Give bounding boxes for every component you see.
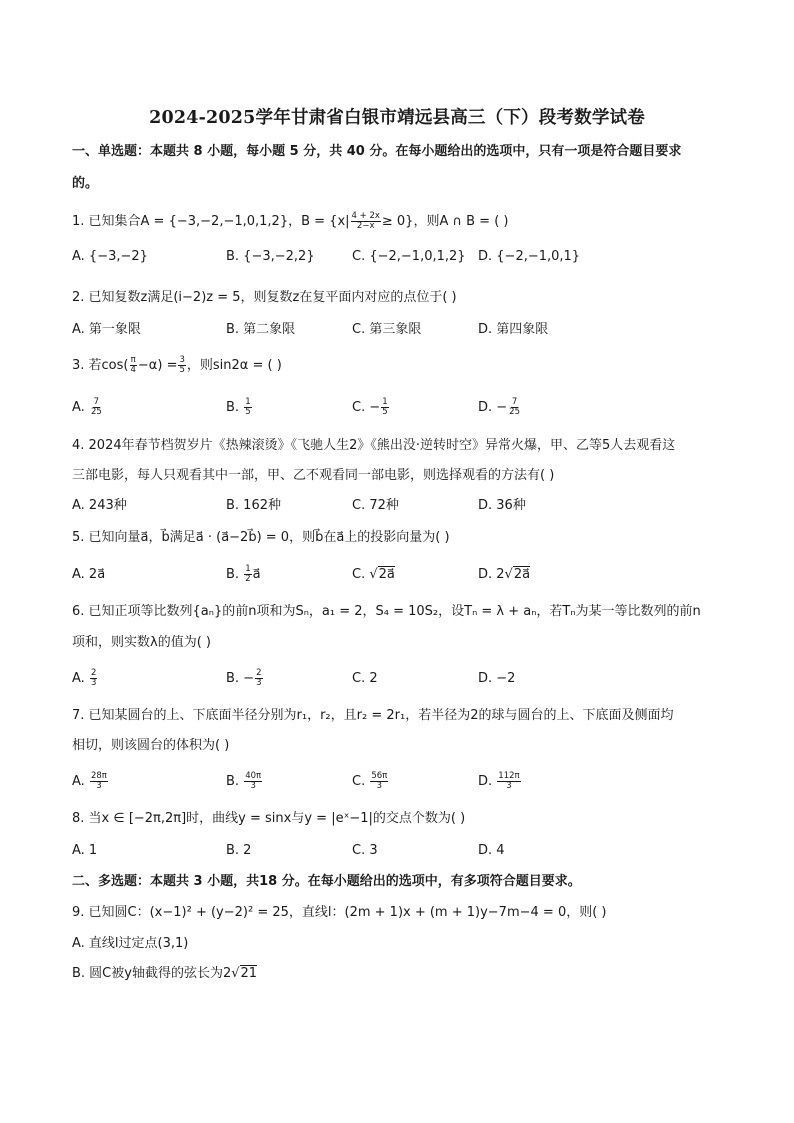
q3-stem <box>72 356 282 376</box>
q9-b-radicand: 21 <box>240 966 258 981</box>
q6-option-d: D. −2 <box>478 671 516 686</box>
q7-stem-line2: 相切，则该圆台的体积为( ) <box>72 738 230 753</box>
q6-b-num: 2 <box>256 668 262 678</box>
q7-d-frac <box>497 772 520 791</box>
q5-d-pre: D. 2√ <box>478 567 513 582</box>
q7-b-den: 3 <box>250 781 256 791</box>
q7-a-frac <box>90 772 108 791</box>
q7-option-c <box>352 772 389 792</box>
q7-c-num: 56π <box>371 771 388 781</box>
q6-b-pre: B. − <box>226 671 255 686</box>
q6-option-b <box>226 669 264 689</box>
q3-b-frac <box>244 398 251 417</box>
q5-c-radicand: 2a⃗ <box>378 567 395 582</box>
q1-stem-text: 1. 已知集合A = {−3,−2,−1,0,1,2}，B = {x| <box>72 214 350 229</box>
q6-a-den: 3 <box>90 678 97 688</box>
q5-option-c <box>352 565 395 585</box>
q2-option-a: A. 第一象限 <box>72 322 141 337</box>
q9-option-a: A. 直线l过定点(3,1) <box>72 936 189 951</box>
exam-title: 2024-2025学年甘肃省白银市靖远县高三（下）段考数学试卷 <box>149 108 645 128</box>
q3-frac-pi4 <box>129 356 136 375</box>
q1-stem-end: ≥ 0}，则A ∩ B = ( ) <box>381 214 509 229</box>
q7-b-frac <box>244 772 262 791</box>
q6-a-num: 2 <box>90 668 97 678</box>
q6-option-a <box>72 669 98 689</box>
q3-a-num: 7 <box>93 397 100 407</box>
q3-c-frac <box>381 398 388 417</box>
q3-option-a <box>72 398 104 418</box>
q8-option-a: A. 1 <box>72 843 98 858</box>
q6-a-pre: A. <box>72 671 85 686</box>
q3-stem-c: ，则sin2α = ( ) <box>186 358 282 373</box>
section1-header: 一、单选题：本题共 8 小题，每小题 5 分，共 40 分。在每小题给出的选项中，只有一项是符合题目要求 <box>72 144 682 159</box>
q6-b-frac <box>255 669 262 688</box>
q7-b-pre: B. <box>226 774 240 789</box>
q1-option-c: C. {−2,−1,0,1,2} <box>352 249 466 264</box>
q3-a-pre: A. <box>72 400 85 415</box>
q3-d-den: 25 <box>509 407 520 417</box>
q3-option-b <box>226 398 253 418</box>
q3-stem-b: −α) = <box>137 358 178 373</box>
q3-c-den: 5 <box>382 407 388 417</box>
q7-d-den: 3 <box>506 781 512 791</box>
q3-b-den: 5 <box>245 407 251 417</box>
q7-c-pre: C. <box>352 774 366 789</box>
q3-c-pre: C. − <box>352 400 381 415</box>
q3-frac-pi: π <box>130 355 136 365</box>
q5-b-post: a⃗ <box>252 567 261 582</box>
q3-option-c <box>352 398 390 418</box>
q1-frac-num: 4 + 2x <box>351 211 380 221</box>
q2-option-b: B. 第二象限 <box>226 322 296 337</box>
q3-frac-four: 4 <box>130 365 136 375</box>
q1-option-a: A. {−3,−2} <box>72 249 148 264</box>
section2-header: 二、多选题：本题共 3 小题，共18 分。在每小题给出的选项中，有多项符合题目要求。 <box>72 874 581 889</box>
q8-stem: 8. 当x ∈ [−2π,2π]时，曲线y = sinx与y = |eˣ−1|的交点个数为( ) <box>72 811 466 826</box>
q6-stem-line2: 项和，则实数λ的值为( ) <box>72 635 211 650</box>
q3-b-pre: B. <box>226 400 240 415</box>
q3-b-num: 1 <box>245 397 251 407</box>
q7-stem-line1: 7. 已知某圆台的上、下底面半径分别为r₁，r₂，且r₂ = 2r₁，若半径为2的球与圆台的上、下底面及侧面均 <box>72 708 674 723</box>
q4-option-c: C. 72种 <box>352 498 399 513</box>
q4-option-b: B. 162种 <box>226 498 281 513</box>
q7-d-num: 112π <box>498 771 520 781</box>
q5-d-radicand: 2a⃗ <box>513 567 531 582</box>
q5-b-pre: B. <box>226 567 240 582</box>
q8-option-d: D. 4 <box>478 843 505 858</box>
q9-option-b <box>72 964 257 984</box>
q9-stem: 9. 已知圆C：(x−1)² + (y−2)² = 25，直线l：(2m + 1)x + (m + 1)y−7m−4 = 0，则( ) <box>72 905 607 920</box>
q4-stem-line2: 三部电影，每人只观看其中一部，甲、乙不观看同一部电影，则选择观看的方法有( ) <box>72 468 555 483</box>
q3-c-num: 1 <box>382 397 388 407</box>
q7-option-d <box>478 772 522 792</box>
q3-d-frac <box>508 398 521 417</box>
q7-c-den: 3 <box>376 781 383 791</box>
q9-b-pre: B. 圆C被y轴截得的弦长为2√ <box>72 966 240 981</box>
section1-header-cont: 的。 <box>72 176 99 191</box>
q5-b-den: 2 <box>245 574 251 584</box>
q3-frac-three: 3 <box>179 355 185 365</box>
q6-stem-line1: 6. 已知正项等比数列{aₙ}的前n项和为Sₙ，a₁ = 2，S₄ = 10S₂，设Tₙ = λ + aₙ，若Tₙ为某一等比数列的前n <box>72 604 701 619</box>
q5-option-b <box>226 565 261 585</box>
q6-b-den: 3 <box>256 678 262 688</box>
q8-option-b: B. 2 <box>226 843 252 858</box>
q4-option-a: A. 243种 <box>72 498 127 513</box>
q7-b-num: 40π <box>245 771 262 781</box>
q3-stem-a: 3. 若cos( <box>72 358 129 373</box>
q3-d-pre: D. − <box>478 400 508 415</box>
q7-a-den: 3 <box>96 781 102 791</box>
q3-a-frac <box>90 398 103 417</box>
q6-a-frac <box>90 669 97 688</box>
q1-stem <box>72 212 508 232</box>
q7-option-b <box>226 772 263 792</box>
q1-option-b: B. {−3,−2,2} <box>226 249 315 264</box>
q3-frac-35 <box>178 356 185 375</box>
q8-option-c: C. 3 <box>352 843 378 858</box>
q5-option-a: A. 2a⃗ <box>72 567 106 582</box>
q6-option-c: C. 2 <box>352 671 378 686</box>
q5-b-num: 1 <box>245 564 251 574</box>
q2-option-c: C. 第三象限 <box>352 322 422 337</box>
q1-option-d: D. {−2,−1,0,1} <box>478 249 581 264</box>
q7-a-pre: A. <box>72 774 85 789</box>
q7-d-pre: D. <box>478 774 493 789</box>
q5-option-d <box>478 565 530 585</box>
q5-b-frac <box>244 565 251 584</box>
q3-frac-five: 5 <box>179 365 185 375</box>
q3-option-d <box>478 398 522 418</box>
q1-fraction <box>351 212 381 231</box>
q5-stem: 5. 已知向量a⃗，b⃗满足a⃗ · (a⃗−2b⃗) = 0，则b⃗在a⃗上的投影向量为( ) <box>72 530 450 545</box>
q7-a-num: 28π <box>90 771 107 781</box>
q7-c-frac <box>370 772 388 791</box>
q2-option-d: D. 第四象限 <box>478 322 549 337</box>
q5-c-pre: C. √ <box>352 567 378 582</box>
q1-frac-den: 2−x <box>356 221 375 231</box>
q7-option-a <box>72 772 109 792</box>
q4-stem-line1: 4. 2024年春节档贺岁片《热辣滚烫》《飞驰人生2》《熊出没·逆转时空》异常火爆，甲、乙等5人去观看这 <box>72 438 676 453</box>
q4-option-d: D. 36种 <box>478 498 526 513</box>
q2-stem: 2. 已知复数z满足(i−2)z = 5，则复数z在复平面内对应的点位于( ) <box>72 290 457 305</box>
q3-d-num: 7 <box>511 397 518 407</box>
q3-a-den: 25 <box>90 407 102 417</box>
